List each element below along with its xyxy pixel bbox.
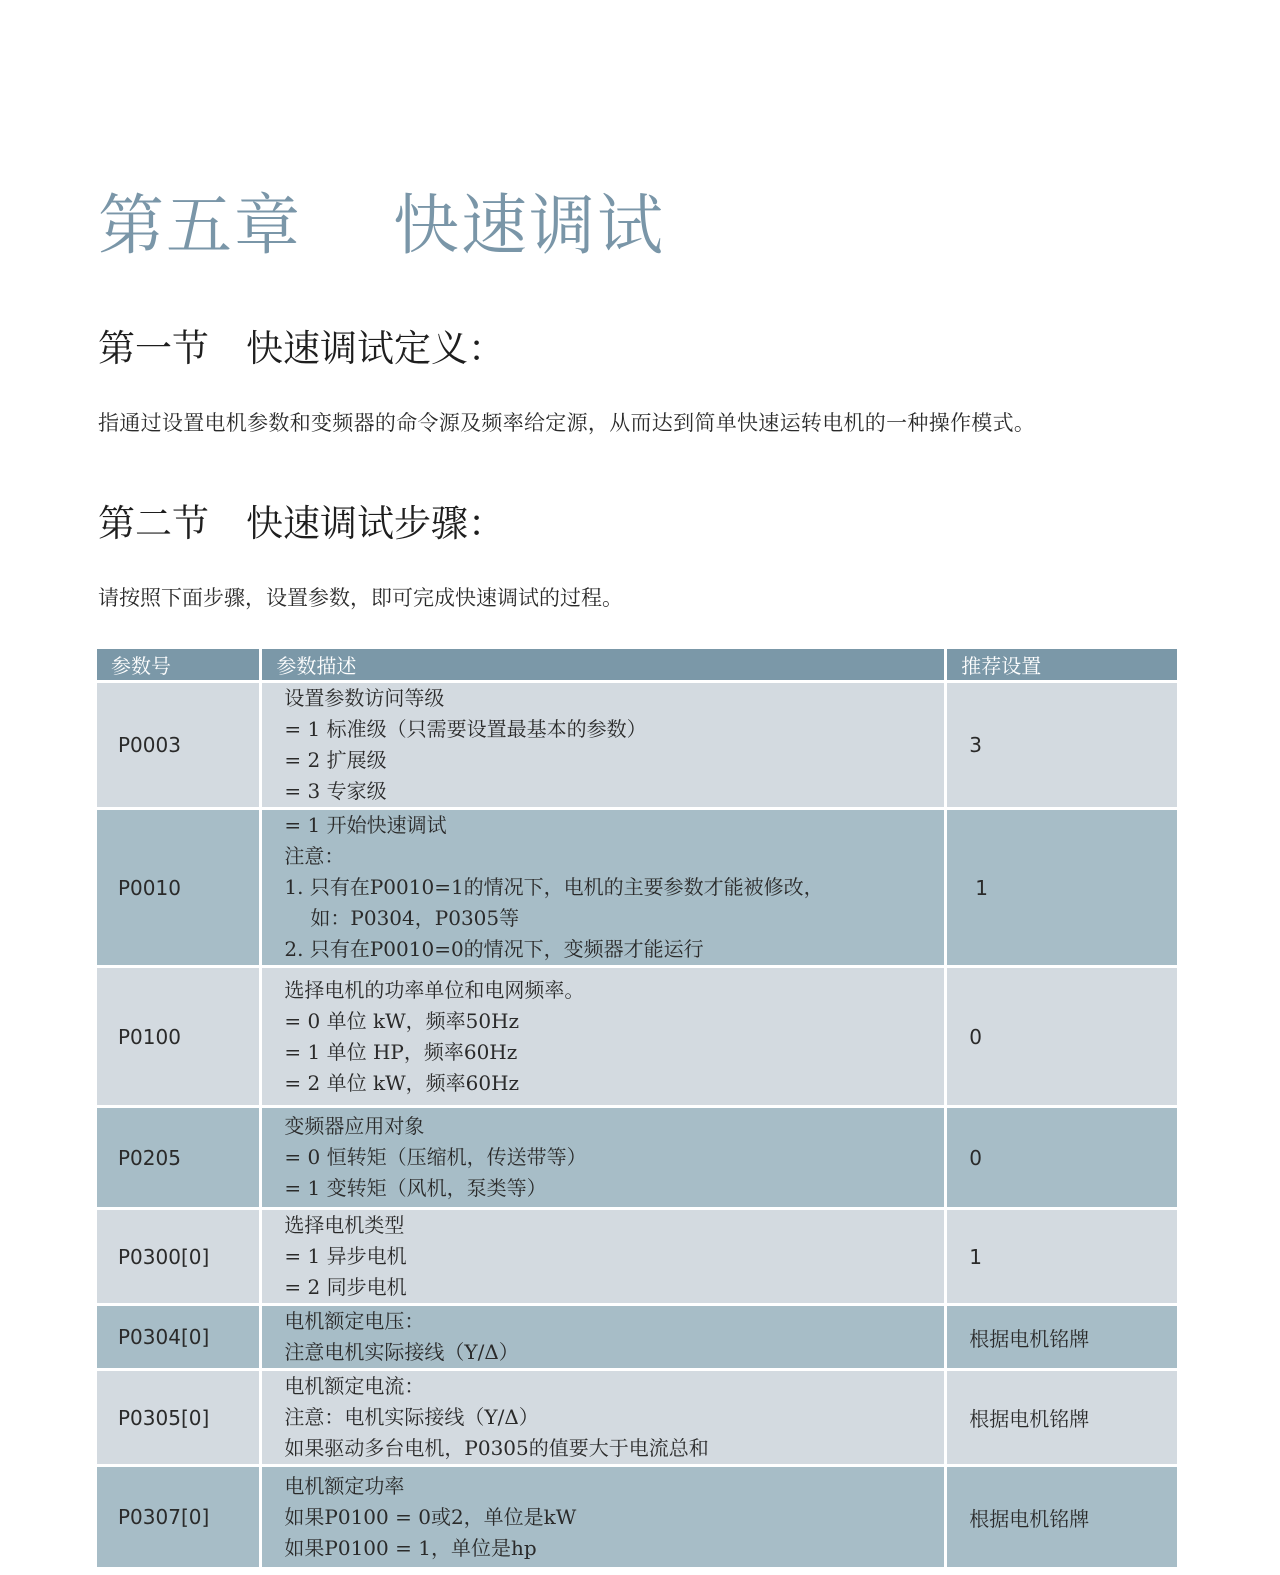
recommended-value: 0: [946, 1107, 1177, 1209]
desc-line: 选择电机的功率单位和电网频率。: [284, 977, 585, 1002]
desc-line: = 1 变转矩（风机，泵类等）: [284, 1176, 547, 1200]
desc-line: 2. 只有在P0010=0的情况下，变频器才能运行: [284, 937, 704, 961]
param-number: P0300[0]: [97, 1209, 261, 1305]
desc-line: 注意：电机实际接线（Y/Δ）: [284, 1405, 539, 1429]
table-row-p0010: [97, 809, 1177, 967]
param-number: P0010: [97, 809, 261, 967]
table-row-p0003: [97, 682, 1177, 809]
desc-line: 选择电机类型: [284, 1213, 405, 1237]
header-param-description: 参数描述: [261, 649, 946, 682]
desc-line: = 2 扩展级: [284, 748, 387, 772]
desc-line: 变频器应用对象: [284, 1114, 425, 1138]
recommended-value: 根据电机铭牌: [946, 1466, 1177, 1569]
desc-line: 注意电机实际接线（Y/Δ）: [284, 1340, 519, 1364]
recommended-value: 根据电机铭牌: [946, 1305, 1177, 1370]
param-description: [261, 1370, 946, 1466]
desc-line: = 1 异步电机: [284, 1244, 407, 1268]
desc-line: 如：P0304，P0305等: [310, 906, 520, 930]
param-description: [261, 1305, 946, 1370]
param-description: [261, 1107, 946, 1209]
param-number: P0307[0]: [97, 1466, 261, 1569]
param-number: P0304[0]: [97, 1305, 261, 1370]
recommended-value: 3: [946, 682, 1177, 809]
recommended-value: 根据电机铭牌: [946, 1370, 1177, 1466]
param-description: [261, 967, 946, 1107]
desc-line: 注意：: [284, 844, 345, 868]
desc-line: = 1 标准级（只需要设置最基本的参数）: [284, 717, 647, 741]
section-1-definition-text: 指通过设置电机参数和变频器的命令源及频率给定源，从而达到简单快速运转电机的一种操作模式。: [98, 411, 1036, 435]
table-header-row: [97, 649, 1177, 682]
section-2-intro-text: 请按照下面步骤，设置参数，即可完成快速调试的过程。: [98, 586, 623, 610]
param-description: [261, 1209, 946, 1305]
desc-line: 电机额定电流：: [284, 1374, 425, 1398]
recommended-value: 1: [946, 1209, 1177, 1305]
header-param-number: 参数号: [97, 649, 261, 682]
param-number: P0003: [97, 682, 261, 809]
desc-line: 电机额定电压：: [284, 1309, 425, 1333]
chapter-title: 第五章 快速调试: [98, 187, 665, 264]
recommended-value: 1: [946, 809, 1177, 967]
desc-line: 如果驱动多台电机，P0305的值要大于电流总和: [284, 1436, 709, 1460]
desc-line: = 0 恒转矩（压缩机，传送带等）: [284, 1145, 587, 1169]
recommended-value: 0: [946, 967, 1177, 1107]
desc-line: = 1 开始快速调试: [284, 813, 447, 837]
param-number: P0100: [97, 967, 261, 1107]
desc-line: = 1 单位 HP，频率60Hz: [284, 1039, 518, 1064]
desc-line: = 2 同步电机: [284, 1275, 407, 1299]
param-number: P0305[0]: [97, 1370, 261, 1466]
param-description: [261, 1466, 946, 1569]
desc-line: 电机额定功率: [284, 1473, 405, 1498]
quick-commissioning-parameter-table: [97, 649, 1177, 1570]
desc-line: = 2 单位 kW，频率60Hz: [284, 1070, 520, 1095]
table-row-p0305: [97, 1370, 1177, 1466]
desc-line: = 3 专家级: [284, 779, 387, 803]
desc-line: = 0 单位 kW，频率50Hz: [284, 1008, 520, 1033]
desc-line: 设置参数访问等级: [284, 686, 445, 710]
table-row-p0304: [97, 1305, 1177, 1370]
header-recommended-setting: 推荐设置: [946, 649, 1177, 682]
desc-line: 如果P0100 = 0或2，单位是kW: [284, 1504, 577, 1529]
section-1-title: 第一节 快速调试定义：: [98, 327, 505, 370]
table-row-p0205: [97, 1107, 1177, 1209]
section-2-title: 第二节 快速调试步骤：: [98, 502, 505, 545]
table-row-p0300: [97, 1209, 1177, 1305]
param-description: [261, 809, 946, 967]
table-row-p0100: [97, 967, 1177, 1107]
table-row-p0307: [97, 1466, 1177, 1569]
param-number: P0205: [97, 1107, 261, 1209]
param-description: [261, 682, 946, 809]
desc-line: 如果P0100 = 1，单位是hp: [284, 1535, 537, 1560]
desc-line: 1. 只有在P0010=1的情况下，电机的主要参数才能被修改，: [284, 875, 824, 899]
